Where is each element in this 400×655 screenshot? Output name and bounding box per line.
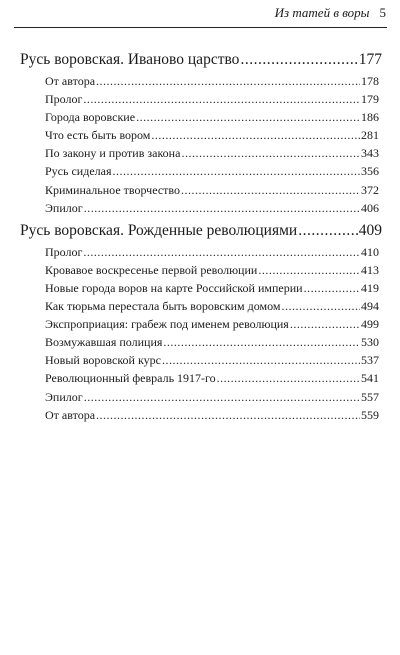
- toc-entry: [20, 126, 382, 144]
- dot-leader: [304, 279, 360, 297]
- part-page: 409: [358, 221, 382, 239]
- toc-entry: [20, 181, 382, 199]
- entry-title: Новые города воров на карте Российской империи: [45, 280, 303, 295]
- toc-entry: [20, 369, 382, 387]
- entry-page: 494: [361, 299, 379, 314]
- entry-title: Города воровские: [45, 110, 136, 125]
- toc-entry: [20, 333, 382, 351]
- part-title: Русь воровская. Рожденные революциями: [20, 221, 298, 239]
- entry-page: 557: [361, 389, 379, 404]
- entry-page: 281: [361, 128, 379, 143]
- dot-leader: [151, 126, 360, 144]
- entry-title: Революционный февраль 1917-го: [45, 371, 216, 386]
- entry-page: 413: [361, 262, 379, 277]
- entry-title: От автора: [45, 74, 96, 88]
- part-title: Русь воровская. Иваново царство: [20, 51, 240, 68]
- toc-part: [20, 219, 382, 424]
- dot-leader: [298, 219, 358, 243]
- entry-page: 499: [361, 317, 379, 332]
- toc-entry: [20, 261, 382, 279]
- entry-page: 541: [361, 371, 379, 386]
- toc-entry: [20, 243, 382, 261]
- toc-entry: [20, 144, 382, 162]
- dot-leader: [96, 72, 360, 90]
- entry-title: Возмужавшая полиция: [45, 335, 163, 350]
- entry-title: Криминальное творчество: [45, 182, 180, 197]
- dot-leader: [162, 351, 360, 369]
- entry-title: По закону и против закона: [45, 146, 181, 161]
- toc-entry: [20, 162, 382, 180]
- entry-title: Эпилог: [45, 200, 83, 215]
- running-head: [275, 5, 386, 21]
- dot-leader: [84, 199, 360, 217]
- dot-leader: [96, 406, 360, 424]
- entry-title: Как тюрьма перестала быть воровским домом: [45, 299, 281, 314]
- entry-page: 530: [361, 335, 379, 350]
- dot-leader: [83, 90, 360, 108]
- toc-entry: [20, 406, 382, 424]
- entry-page: 537: [361, 353, 379, 368]
- toc-entry: [20, 90, 382, 108]
- entry-title: Пролог: [45, 244, 83, 259]
- dot-leader: [217, 369, 360, 387]
- toc-entry: [20, 279, 382, 297]
- dot-leader: [181, 181, 360, 199]
- toc-entry: [20, 108, 382, 126]
- toc-entry: [20, 297, 382, 315]
- entry-title: Русь сиделая: [45, 164, 112, 179]
- toc-entry: [20, 388, 382, 406]
- toc-entry: [20, 72, 382, 90]
- dot-leader: [136, 108, 360, 126]
- entry-title: Экспроприация: грабеж под именем революция: [45, 317, 289, 332]
- entry-page: 372: [361, 182, 379, 197]
- running-head-title: Из татей в воры: [274, 5, 370, 20]
- entry-title: Что есть быть вором: [45, 128, 151, 143]
- dot-leader: [84, 388, 360, 406]
- entry-page: 356: [361, 164, 379, 179]
- toc-entry: [20, 315, 382, 333]
- entry-page: 410: [361, 244, 379, 259]
- entry-page: 343: [361, 146, 379, 161]
- dot-leader: [281, 297, 360, 315]
- entry-page: 186: [361, 110, 379, 125]
- part-heading: [20, 48, 382, 72]
- entry-title: Пролог: [45, 92, 83, 107]
- entry-title: Новый воровской курс: [45, 353, 161, 368]
- page-number: 5: [379, 5, 386, 20]
- entry-page: 419: [361, 280, 379, 295]
- entry-page: 179: [361, 92, 379, 107]
- header-rule: [14, 27, 387, 28]
- entry-page: 406: [361, 200, 379, 215]
- dot-leader: [113, 162, 361, 180]
- entry-page: 559: [361, 407, 379, 422]
- toc-entry: [20, 351, 382, 369]
- part-heading: [20, 219, 382, 243]
- entry-title: От автора: [45, 407, 96, 422]
- toc-entry: [20, 199, 382, 217]
- dot-leader: [181, 144, 360, 162]
- dot-leader: [163, 333, 360, 351]
- dot-leader: [83, 243, 360, 261]
- part-page: 177: [358, 51, 382, 68]
- dot-leader: [290, 315, 360, 333]
- entry-title: Эпилог: [45, 389, 83, 404]
- toc-part: [20, 48, 382, 217]
- table-of-contents: [20, 48, 382, 426]
- entry-title: Кровавое воскресенье первой революции: [45, 262, 258, 277]
- dot-leader: [258, 261, 360, 279]
- dot-leader: [240, 48, 357, 72]
- entry-page: 178: [361, 74, 379, 88]
